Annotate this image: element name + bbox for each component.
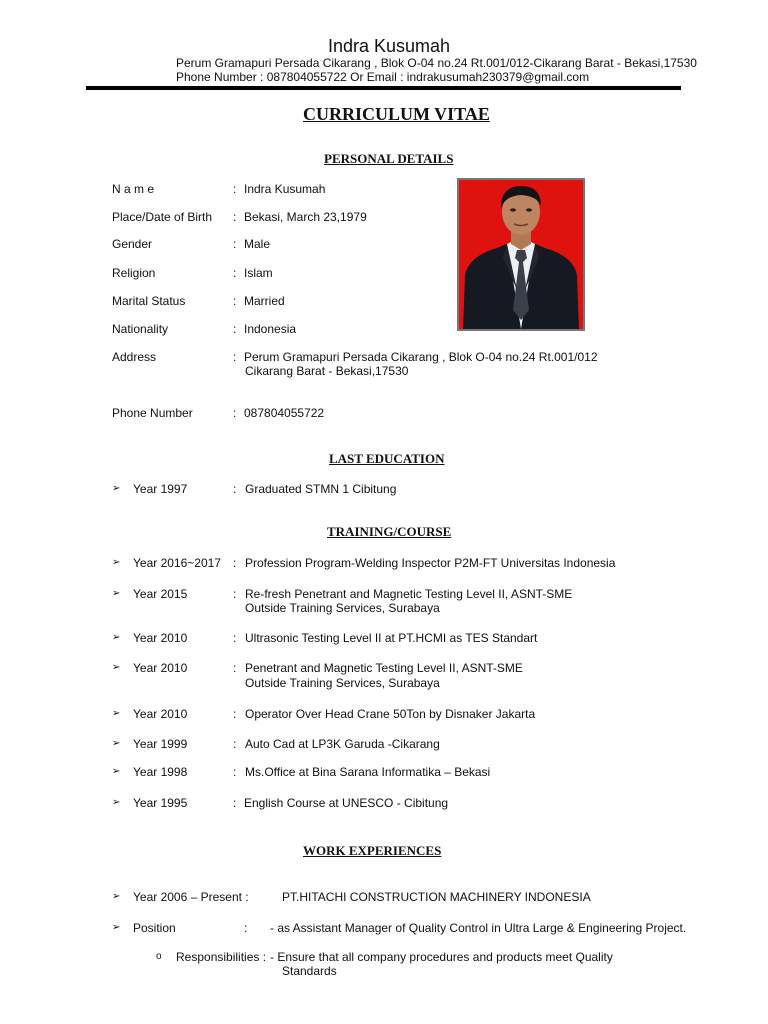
responsibilities-label: Responsibilities : [176,950,267,964]
religion-value: Islam [244,266,273,280]
header-address: Perum Gramapuri Persada Cikarang , Blok O-04 no.24 Rt.001/012-Cikarang Barat - Bekasi,17530 [176,56,697,70]
person-portrait-icon [459,180,583,329]
birth-value: Bekasi, March 23,1979 [244,210,367,224]
colon: : [233,237,237,251]
gender-label: Gender [112,237,153,251]
training-year: Year 2010 [133,661,188,675]
colon: : [233,406,237,420]
arrow-bullet-icon: ➢ [112,588,121,599]
training-text-line2: Outside Training Services, Surabaya [245,601,440,615]
training-year: Year 1999 [133,737,188,751]
training-year: Year 2016~2017 [133,556,221,570]
profile-photo [457,178,585,331]
position-value: - as Assistant Manager of Quality Control in Ultra Large & Engineering Project. [270,921,687,935]
colon: : [233,737,237,751]
address-value-line1: Perum Gramapuri Persada Cikarang , Blok O-04 no.24 Rt.001/012 [244,350,598,364]
arrow-bullet-icon: ➢ [112,797,121,808]
colon: : [233,765,237,779]
colon: : [233,210,237,224]
circle-bullet-icon: o [156,951,162,962]
position-label: Position [133,921,176,935]
phone-value: 087804055722 [244,406,325,420]
training-text-line2: Outside Training Services, Surabaya [245,676,440,690]
education-heading: LAST EDUCATION [329,451,445,466]
arrow-bullet-icon: ➢ [112,738,121,749]
colon: : [233,266,237,280]
marital-value: Married [244,294,285,308]
colon: : [233,482,237,496]
religion-label: Religion [112,266,156,280]
training-year: Year 2015 [133,587,188,601]
address-value-line2: Cikarang Barat - Bekasi,17530 [245,364,409,378]
nationality-label: Nationality [112,322,169,336]
colon: : [233,796,237,810]
training-text: English Course at UNESCO - Cibitung [244,796,449,810]
colon: : [233,631,237,645]
arrow-bullet-icon: ➢ [112,557,121,568]
education-text: Graduated STMN 1 Cibitung [245,482,397,496]
arrow-bullet-icon: ➢ [112,891,121,902]
arrow-bullet-icon: ➢ [112,922,121,933]
training-text: Profession Program-Welding Inspector P2M-FT Universitas Indonesia [245,556,616,570]
training-year: Year 1998 [133,765,188,779]
work-heading: WORK EXPERIENCES [303,843,442,858]
education-year: Year 1997 [133,482,188,496]
responsibilities-value-line2: Standards [282,964,337,978]
training-text: Auto Cad at LP3K Garuda -Cikarang [245,737,440,751]
arrow-bullet-icon: ➢ [112,632,121,643]
name-value: Indra Kusumah [244,182,326,196]
marital-label: Marital Status [112,294,186,308]
training-year: Year 2010 [133,707,188,721]
colon: : [233,322,237,336]
personal-details-heading: PERSONAL DETAILS [324,151,454,166]
colon: : [233,556,237,570]
colon: : [233,350,237,364]
page-title: CURRICULUM VITAE [303,104,490,124]
birth-label: Place/Date of Birth [112,210,213,224]
phone-label: Phone Number [112,406,193,420]
training-year: Year 2010 [133,631,188,645]
responsibilities-value-line1: - Ensure that all company procedures and products meet Quality [270,950,613,964]
work-company: PT.HITACHI CONSTRUCTION MACHINERY INDONESIA [282,890,591,904]
header-contact: Phone Number : 087804055722 Or Email : indrakusumah230379@gmail.com [176,70,590,84]
training-heading: TRAINING/COURSE [327,524,452,539]
gender-value: Male [244,237,271,251]
colon: : [233,294,237,308]
training-text: Ultrasonic Testing Level II at PT.HCMI as TES Standart [245,631,538,645]
colon: : [244,921,248,935]
training-text: Penetrant and Magnetic Testing Level II, ASNT-SME [245,661,523,675]
work-period: Year 2006 – Present : [133,890,249,904]
name-label: N a m e [112,182,155,196]
header-name: Indra Kusumah [328,36,451,56]
colon: : [233,707,237,721]
training-text: Re-fresh Penetrant and Magnetic Testing Level II, ASNT-SME [245,587,573,601]
arrow-bullet-icon: ➢ [112,483,121,494]
colon: : [233,587,237,601]
arrow-bullet-icon: ➢ [112,662,121,673]
arrow-bullet-icon: ➢ [112,708,121,719]
address-label: Address [112,350,157,364]
nationality-value: Indonesia [244,322,297,336]
arrow-bullet-icon: ➢ [112,766,121,777]
training-year: Year 1995 [133,796,188,810]
training-text: Operator Over Head Crane 50Ton by Disnaker Jakarta [245,707,536,721]
training-text: Ms.Office at Bina Sarana Informatika – Bekasi [245,765,491,779]
header-divider [86,86,681,90]
colon: : [233,661,237,675]
colon: : [233,182,237,196]
